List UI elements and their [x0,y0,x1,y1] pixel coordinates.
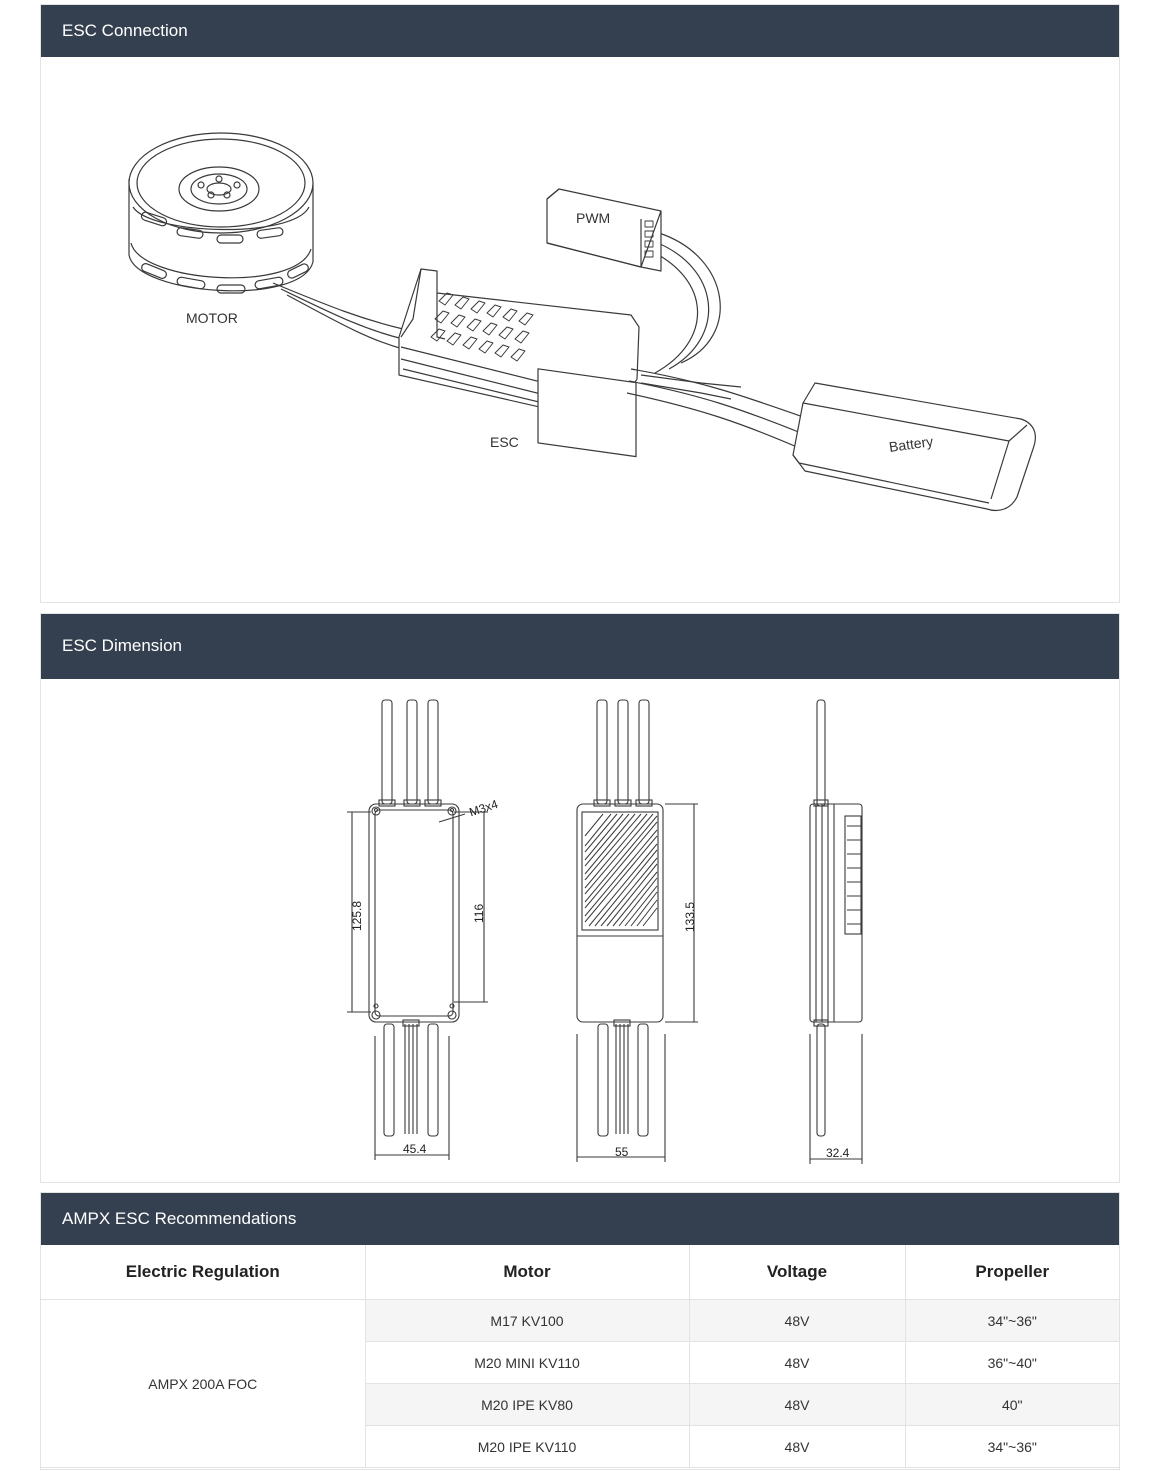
voltage-cell: 48V [689,1342,905,1384]
battery-label: Battery [887,432,935,455]
esc-recommendations-panel [40,1192,1120,1470]
top-view [347,700,488,1160]
height-outer-label: 125.8 [350,900,364,931]
propeller-cell: 34"~36" [905,1300,1119,1342]
heatsink-view [577,700,698,1162]
table-row [41,1300,1119,1342]
esc-dimension-title: ESC Dimension [41,614,1119,679]
esc-connection-panel [40,4,1120,603]
width-side-label: 32.4 [826,1146,850,1160]
motor-cell: M17 KV100 [365,1300,689,1342]
motor-cell: M20 MINI KV110 [365,1342,689,1384]
width-top-label: 45.4 [403,1142,427,1156]
motor-cell: M20 IPE KV110 [365,1426,689,1468]
pwm-drawing [547,189,661,271]
motor-label: MOTOR [186,310,238,326]
regulation-cell: AMPX 200A FOC [41,1300,365,1468]
column-header-motor: Motor [365,1245,689,1300]
voltage-cell: 48V [689,1426,905,1468]
propeller-cell: 34"~36" [905,1426,1119,1468]
motor-cell: M20 IPE KV80 [365,1384,689,1426]
column-header-voltage: Voltage [689,1245,905,1300]
propeller-cell: 36"~40" [905,1342,1119,1384]
screw-spec-label: M3x4 [467,796,500,820]
esc-connection-title: ESC Connection [41,5,1119,57]
voltage-cell: 48V [689,1384,905,1426]
voltage-cell: 48V [689,1300,905,1342]
esc-label: ESC [490,434,519,450]
height-inner-label: 116 [472,903,486,923]
esc-drawing [399,269,639,457]
pwm-label: PWM [576,210,611,226]
width-mid-label: 55 [615,1145,629,1159]
esc-dimension-drawing [41,679,1119,1182]
column-header-propeller: Propeller [905,1245,1119,1300]
recommendations-table [41,1245,1119,1468]
motor-drawing [129,133,313,293]
column-header-regulation: Electric Regulation [41,1245,365,1300]
esc-connection-diagram [41,57,1119,602]
side-view [810,700,862,1164]
esc-dimension-panel [40,613,1120,1183]
height-side-label: 133.5 [683,901,697,932]
recommendations-title: AMPX ESC Recommendations [41,1193,1119,1245]
propeller-cell: 40" [905,1384,1119,1426]
